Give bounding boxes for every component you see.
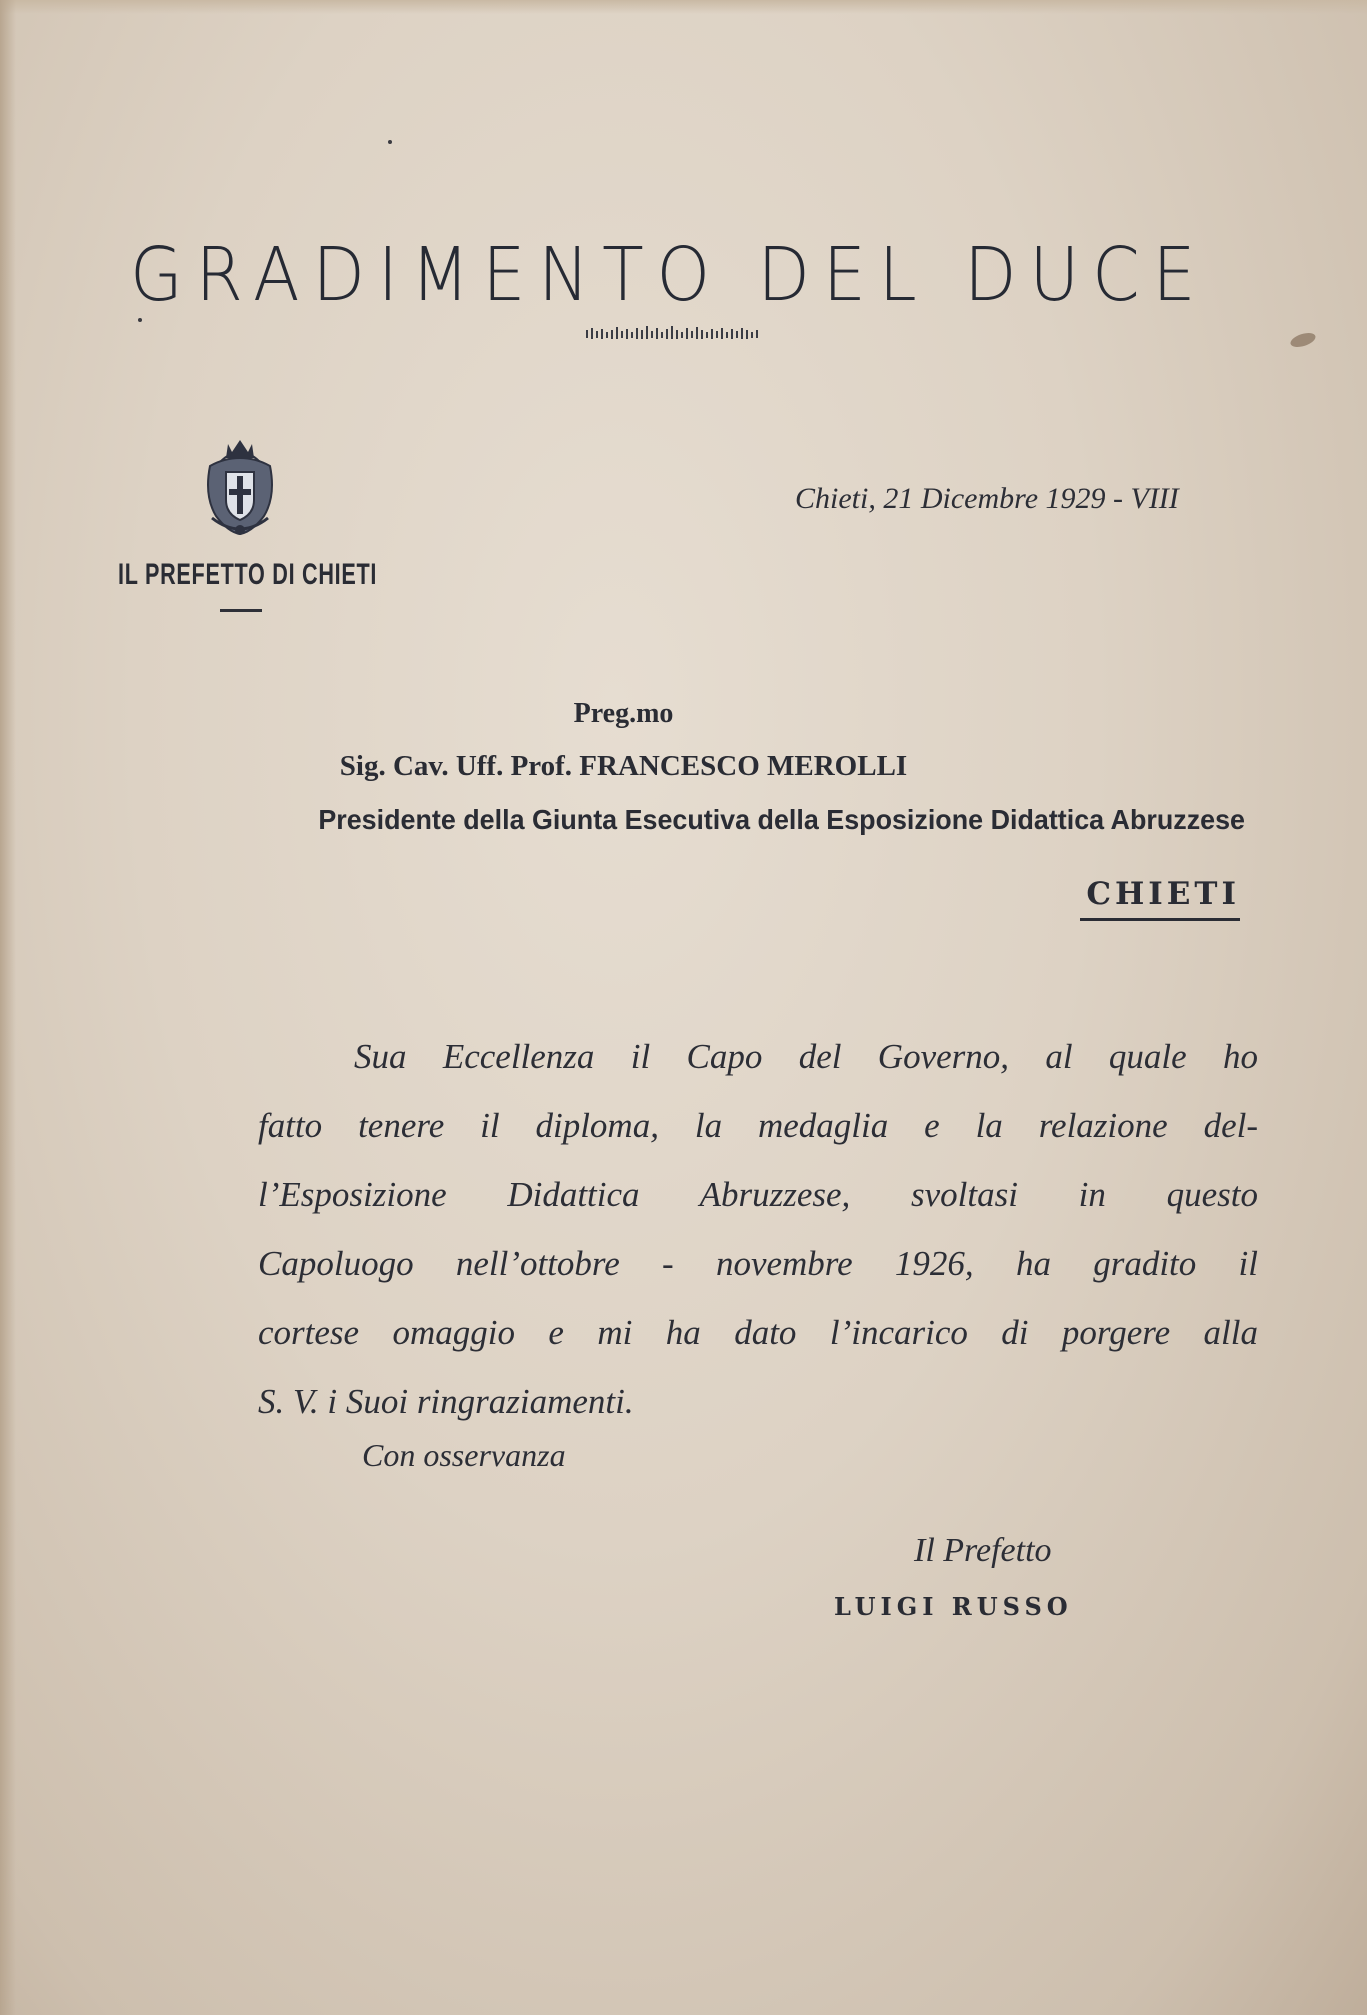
sender-heading: IL PREFETTO DI CHIETI (118, 558, 378, 591)
sender-underline (220, 609, 262, 612)
letter-body (258, 1022, 1258, 1436)
title-ornament-icon (586, 322, 760, 346)
closing-formula: Con osservanza (362, 1437, 566, 1473)
letter-date: Chieti, 21 Dicembre 1929 - VIII (795, 482, 1179, 515)
recipient-role: Presidente della Giunta Esecutiva della Esposizione Didattica Abruzzese (318, 804, 1245, 835)
paper-edge-left (0, 0, 16, 2015)
salutation: Preg.mo (573, 698, 674, 729)
signatory-name: LUIGI RUSSO (834, 1592, 1073, 1621)
body-line: Capoluogo nell’ottobre - novembre 1926, ha gradito il (258, 1244, 1258, 1283)
body-line: Sua Eccellenza il Capo del Governo, al quale ho (354, 1037, 1258, 1076)
body-line: l’Esposizione Didattica Abruzzese, svoltasi in questo (258, 1175, 1258, 1214)
paper-speck (138, 318, 142, 322)
signatory-title: Il Prefetto (914, 1532, 1052, 1569)
paper-stain (1289, 330, 1317, 349)
paper-speck (388, 140, 392, 144)
royal-coat-of-arms-icon (198, 436, 282, 540)
city-underline (1080, 918, 1240, 921)
body-line: fatto tenere il diploma, la medaglia e la relazione del- (258, 1106, 1258, 1145)
page-title: GRADIMENTO DEL DUCE (130, 232, 1209, 318)
body-line: cortese omaggio e mi ha dato l’incarico di porgere alla (258, 1313, 1258, 1352)
paper-edge-top (0, 0, 1367, 14)
recipient-city: CHIETI (1086, 876, 1240, 912)
recipient-name: Sig. Cav. Uff. Prof. FRANCESCO MEROLLI (339, 750, 908, 782)
body-line: S. V. i Suoi ringraziamenti. (258, 1382, 634, 1421)
